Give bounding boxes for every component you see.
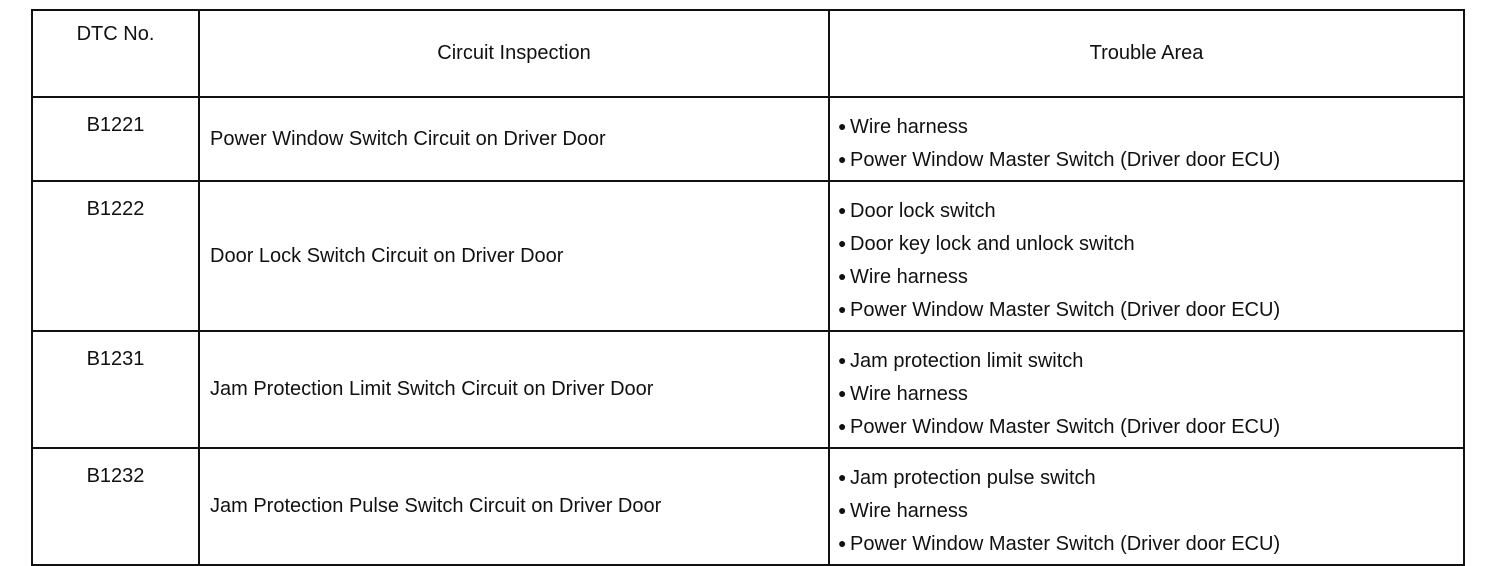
bullet-icon: ● xyxy=(838,418,847,434)
trouble-area-item xyxy=(838,494,1463,527)
dtc-table xyxy=(31,9,1465,566)
trouble-area-text: Power Window Master Switch (Driver door ECU) xyxy=(850,149,1281,171)
trouble-area-list xyxy=(838,461,1463,560)
trouble-area-item xyxy=(838,110,1463,143)
bullet-icon: ● xyxy=(838,268,847,284)
dtc-code: B1221 xyxy=(32,97,199,181)
header-circuit-inspection: Circuit Inspection xyxy=(199,10,829,97)
trouble-area xyxy=(829,97,1464,181)
circuit-inspection: Power Window Switch Circuit on Driver Door xyxy=(199,97,829,181)
bullet-icon: ● xyxy=(838,502,847,518)
table-row xyxy=(32,97,1464,181)
trouble-area-text: Door key lock and unlock switch xyxy=(850,233,1135,255)
trouble-area-text: Wire harness xyxy=(850,383,968,405)
dtc-code: B1231 xyxy=(32,331,199,448)
trouble-area-text: Wire harness xyxy=(850,116,968,138)
trouble-area-text: Power Window Master Switch (Driver door ECU) xyxy=(850,299,1281,321)
trouble-area-item xyxy=(838,461,1463,494)
dtc-code: B1222 xyxy=(32,181,199,331)
circuit-inspection: Jam Protection Limit Switch Circuit on Driver Door xyxy=(199,331,829,448)
table-header-row xyxy=(32,10,1464,97)
table-row xyxy=(32,331,1464,448)
header-dtc-no: DTC No. xyxy=(32,10,199,97)
trouble-area-item xyxy=(838,293,1463,326)
trouble-area-list xyxy=(838,344,1463,443)
trouble-area-list xyxy=(838,110,1463,176)
bullet-icon: ● xyxy=(838,202,847,218)
bullet-icon: ● xyxy=(838,235,847,251)
trouble-area-item xyxy=(838,344,1463,377)
trouble-area-item xyxy=(838,143,1463,176)
bullet-icon: ● xyxy=(838,301,847,317)
table-row xyxy=(32,181,1464,331)
trouble-area-list xyxy=(838,194,1463,326)
header-trouble-area: Trouble Area xyxy=(829,10,1464,97)
trouble-area-item xyxy=(838,194,1463,227)
trouble-area-item xyxy=(838,227,1463,260)
trouble-area-text: Jam protection pulse switch xyxy=(850,467,1096,489)
trouble-area-text: Door lock switch xyxy=(850,200,996,222)
trouble-area xyxy=(829,448,1464,565)
trouble-area xyxy=(829,331,1464,448)
table-row xyxy=(32,448,1464,565)
trouble-area-text: Power Window Master Switch (Driver door ECU) xyxy=(850,416,1281,438)
bullet-icon: ● xyxy=(838,535,847,551)
trouble-area-text: Power Window Master Switch (Driver door ECU) xyxy=(850,533,1281,555)
trouble-area xyxy=(829,181,1464,331)
circuit-inspection: Door Lock Switch Circuit on Driver Door xyxy=(199,181,829,331)
bullet-icon: ● xyxy=(838,118,847,134)
trouble-area-text: Jam protection limit switch xyxy=(850,350,1084,372)
trouble-area-text: Wire harness xyxy=(850,266,968,288)
trouble-area-item xyxy=(838,260,1463,293)
trouble-area-item xyxy=(838,527,1463,560)
bullet-icon: ● xyxy=(838,352,847,368)
bullet-icon: ● xyxy=(838,469,847,485)
bullet-icon: ● xyxy=(838,151,847,167)
trouble-area-item xyxy=(838,377,1463,410)
trouble-area-text: Wire harness xyxy=(850,500,968,522)
trouble-area-item xyxy=(838,410,1463,443)
dtc-code: B1232 xyxy=(32,448,199,565)
circuit-inspection: Jam Protection Pulse Switch Circuit on Driver Door xyxy=(199,448,829,565)
bullet-icon: ● xyxy=(838,385,847,401)
